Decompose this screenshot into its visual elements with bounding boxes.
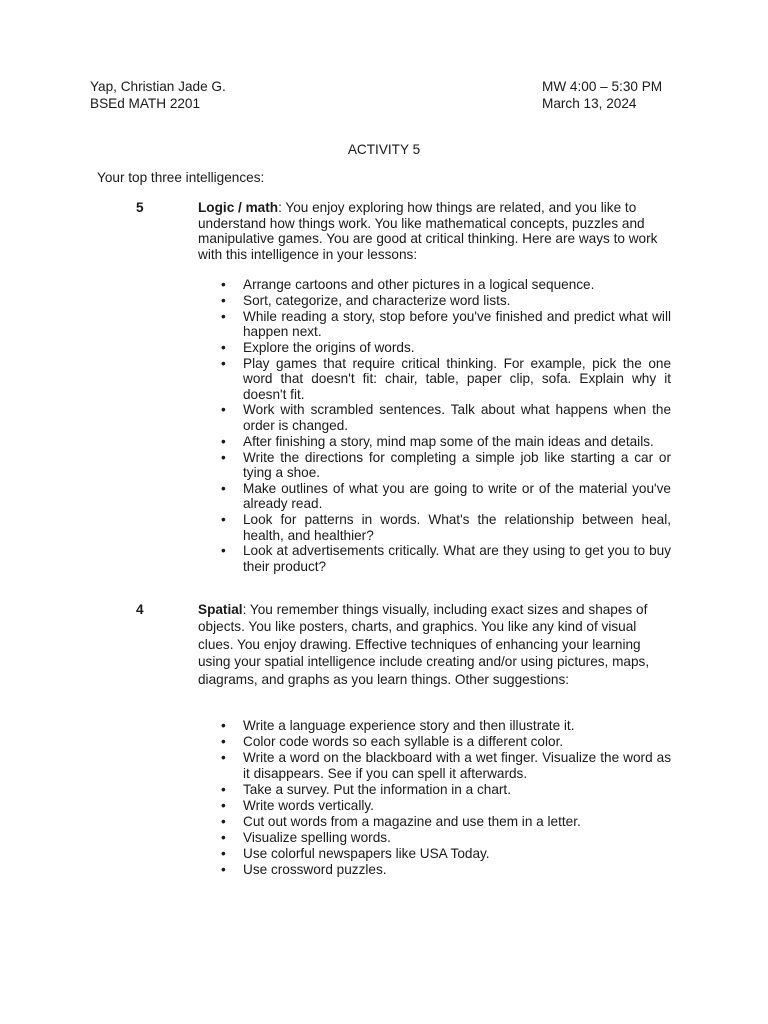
- intro-text: Your top three intelligences:: [97, 170, 265, 185]
- submission-date: March 13, 2024: [542, 96, 637, 111]
- list-item: • Play games that require critical thinking. For example, pick the one word that doesn't fit: chair, table, paper clip, sofa. Explain why it doesn't fit.: [243, 356, 671, 403]
- list-item: • While reading a story, stop before you've finished and predict what will happen next.: [243, 309, 671, 340]
- intelligence-heading: Spatial: [198, 602, 243, 617]
- list-item: • Write a language experience story and then illustrate it.: [243, 718, 671, 734]
- list-item: • Look at advertisements critically. What are they using to get you to buy their product?: [243, 543, 671, 574]
- intelligence-description-text: : You enjoy exploring how things are related, and you like to understand how things work. You like mathematical concepts, puzzles and manipulative games. You are good at critical thinking. Here are ways to work with this intelligence in your lessons:: [198, 200, 658, 262]
- list-item: • Write the directions for completing a simple job like starting a car or tying a shoe.: [243, 450, 671, 481]
- intelligence-description: [198, 200, 670, 262]
- list-item: • Write a word on the blackboard with a wet finger. Visualize the word as it disappears. See if you can spell it afterwards.: [243, 750, 671, 781]
- intelligence-description-text: : You remember things visually, including exact sizes and shapes of objects. You like posters, charts, and graphics. You like any kind of visual clues. You enjoy drawing. Effective techniques of enhancing your learning using your spatial intelligence include creating and/or using pictures, maps, diagrams, and graphs as you learn things. Other suggestions:: [198, 602, 650, 687]
- list-item: • Look for patterns in words. What's the relationship between heal, health, and healthier?: [243, 512, 671, 543]
- class-schedule: MW 4:00 – 5:30 PM: [542, 79, 663, 94]
- page-title: ACTIVITY 5: [347, 142, 421, 157]
- intelligence-score: 5: [136, 200, 144, 215]
- list-item: • Use crossword puzzles.: [243, 862, 671, 878]
- student-info: [90, 78, 226, 112]
- list-item: • Sort, categorize, and characterize word lists.: [243, 293, 671, 309]
- list-item: • Color code words so each syllable is a different color.: [243, 734, 671, 750]
- list-item: • After finishing a story, mind map some of the main ideas and details.: [243, 434, 671, 450]
- class-info: [542, 78, 662, 112]
- intelligence-score: 4: [136, 602, 144, 617]
- list-item: • Cut out words from a magazine and use them in a letter.: [243, 814, 671, 830]
- intelligence-heading: Logic / math: [198, 200, 279, 215]
- student-name: Yap, Christian Jade G.: [90, 79, 226, 94]
- list-item: • Use colorful newspapers like USA Today.: [243, 846, 671, 862]
- list-item: • Write words vertically.: [243, 798, 671, 814]
- course-code: BSEd MATH 2201: [90, 96, 201, 111]
- list-item: • Arrange cartoons and other pictures in a logical sequence.: [243, 277, 671, 293]
- list-item: • Visualize spelling words.: [243, 830, 671, 846]
- intelligence-description: [198, 601, 670, 688]
- suggestion-list-spatial: [243, 718, 671, 878]
- list-item: • Take a survey. Put the information in a chart.: [243, 782, 671, 798]
- list-item: • Work with scrambled sentences. Talk about what happens when the order is changed.: [243, 402, 671, 433]
- list-item: • Make outlines of what you are going to write or of the material you've already read.: [243, 481, 671, 512]
- list-item: • Explore the origins of words.: [243, 340, 671, 356]
- suggestion-list-logic: [243, 277, 671, 575]
